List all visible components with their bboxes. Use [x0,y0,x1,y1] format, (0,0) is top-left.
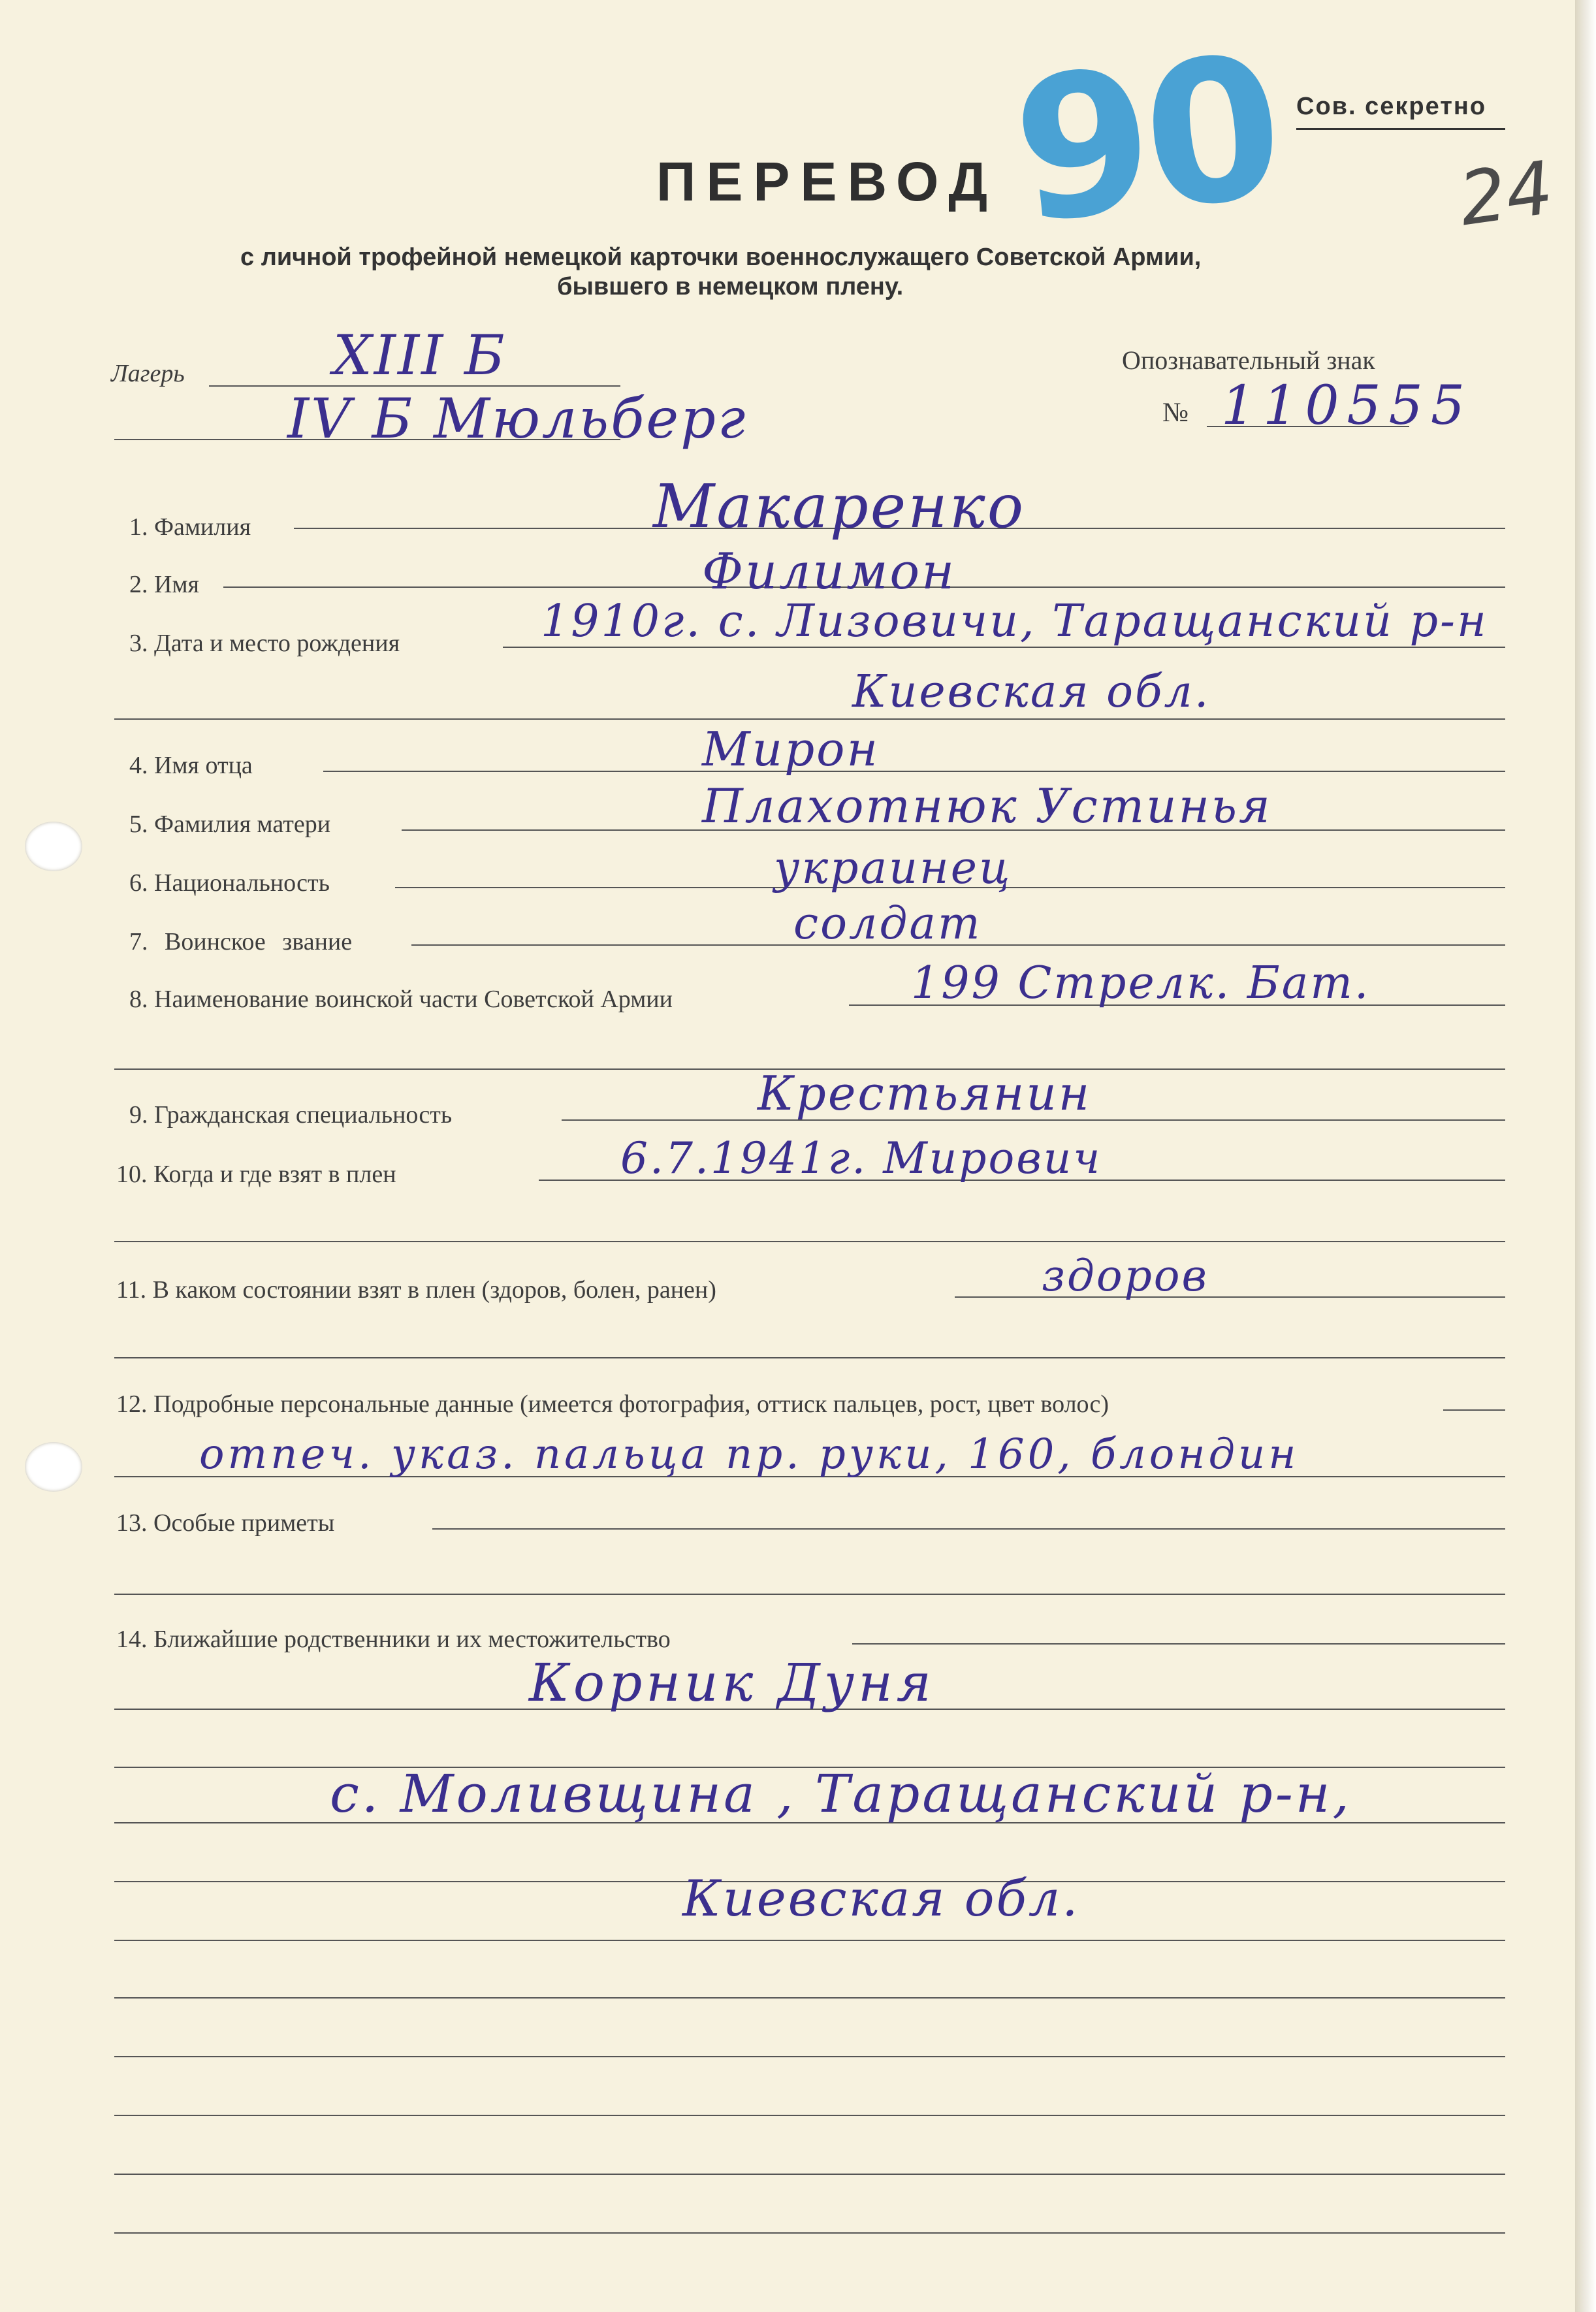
field-9-value: Крестьянин [758,1066,1092,1121]
field-7-value: солдат [793,898,982,950]
field-4-label: 4. Имя отца [129,752,253,779]
field-12-label: 12. Подробные персональные данные (имеется фотография, оттиск пальцев, рост, цвет волос) [116,1390,1109,1418]
field-3-line2 [114,718,1505,720]
camp-label: Лагерь [111,360,185,387]
field-1-value: Макаренко [653,472,1026,541]
field-8-value: 199 Стрелк. Бат. [911,957,1371,1009]
pencil-number: 24 [1454,145,1558,243]
secret-stamp: Сов. секретно [1296,93,1487,120]
field-5-label: 5. Фамилия матери [129,811,331,838]
secret-underline [1296,128,1505,130]
field-3-value-line1: 1910г. с. Лизовичи, Таращанский р-н [541,596,1488,647]
field-14-line11 [114,2232,1505,2234]
field-14-value-line2: с. Моливщина , Таращанский р-н, [330,1763,1352,1824]
id-number-prefix: № [1162,398,1189,428]
camp-value-line1: XIII Б [333,323,507,387]
field-11-line2 [114,1357,1505,1358]
field-4-value: Мирон [702,722,880,777]
field-14-value-line3: Киевская обл. [682,1869,1080,1927]
subtitle-line2: бывшего в немецком плену. [557,273,904,300]
field-14-line10 [114,2174,1505,2175]
field-14-line6 [114,1940,1505,1941]
field-5-value: Плахотнюк Устинья [702,779,1272,833]
punch-hole-bottom [25,1442,82,1492]
page-edge [1575,0,1596,2312]
field-14-line1 [852,1643,1505,1645]
field-11-label: 11. В каком состоянии взят в плен (здоров, болен, ранен) [116,1276,716,1304]
field-7-label: 7. Воинское звание [129,928,353,955]
punch-hole-top [25,822,82,871]
field-2-label: 2. Имя [129,571,199,598]
field-11-line1 [955,1296,1505,1298]
field-14-label: 14. Ближайшие родственники и их местожительство [116,1626,671,1653]
field-14-line8 [114,2056,1505,2057]
field-13-line1 [432,1528,1505,1530]
field-1-label: 1. Фамилия [129,513,251,541]
blue-pencil-number: 90 [1004,13,1286,267]
field-3-label: 3. Дата и место рождения [129,630,400,657]
field-3-value-line2: Киевская обл. [852,666,1211,718]
field-8-label: 8. Наименование воинской части Советской Армии [129,986,673,1013]
field-14-line7 [114,1997,1505,1999]
page-title: ПЕРЕВОД [656,151,998,212]
field-2-value: Филимон [702,542,957,600]
id-mark-label: Опознавательный знак [1122,345,1375,375]
field-13-label: 13. Особые приметы [116,1509,335,1537]
field-12-value: отпеч. указ. пальца пр. руки, 160, блондин [199,1430,1300,1479]
field-10-value: 6.7.1941г. Мирович [620,1133,1102,1183]
field-11-value: здоров [1042,1251,1209,1301]
field-6-value: украинец [774,843,1012,894]
field-13-line2 [114,1594,1505,1595]
camp-value-line2: IV Б Мюльберг [287,387,748,451]
id-number-value: 110555 [1221,375,1473,437]
field-12-line1 [1443,1409,1505,1411]
field-10-line2 [114,1241,1505,1242]
field-6-label: 6. Национальность [129,869,330,897]
field-4-line [323,771,1505,772]
field-9-label: 9. Гражданская специальность [129,1101,453,1129]
field-14-line9 [114,2115,1505,2116]
field-10-label: 10. Когда и где взят в плен [116,1161,396,1188]
field-14-value-line1: Корник Дуня [529,1652,935,1713]
subtitle-line1: с личной трофейной немецкой карточки военнослужащего Советской Армии, [240,244,1202,271]
